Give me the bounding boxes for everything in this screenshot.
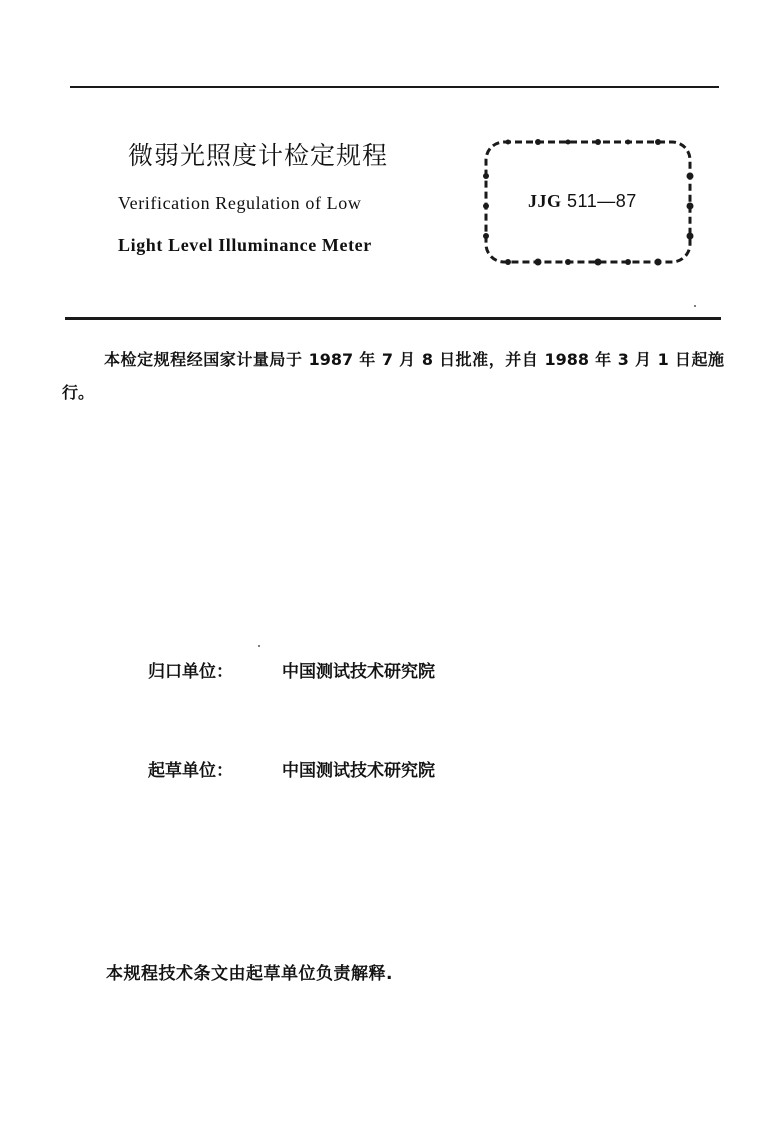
middle-rule [65, 317, 721, 320]
scan-speck [694, 305, 696, 307]
drafting-unit-value: 中国测试技术研究院 [282, 761, 435, 781]
approval-statement: 本检定规程经国家计量局于 1987 年 7 月 8 日批准，并自 1988 年 3 月 1 日起施行。 [62, 350, 724, 402]
responsible-unit-value: 中国测试技术研究院 [282, 662, 435, 682]
standard-code-prefix: JJG [528, 191, 562, 211]
scan-speck [258, 645, 260, 647]
drafting-unit-label: 起草单位： [148, 761, 233, 781]
document-title-english-line-1: Verification Regulation of Low [118, 193, 362, 213]
responsible-unit-row [148, 657, 435, 682]
standard-code [528, 191, 637, 212]
document-title-english-line-2: Light Level Illuminance Meter [118, 235, 372, 255]
standard-code-number: 511—87 [567, 191, 637, 211]
interpretation-note: 本规程技术条文由起草单位负责解释. [106, 964, 393, 984]
document-title-chinese: 微弱光照度计检定规程 [128, 141, 389, 170]
top-rule [70, 86, 719, 88]
responsible-unit-label: 归口单位： [148, 662, 233, 682]
drafting-unit-row [148, 756, 435, 781]
standard-code-stamp [478, 136, 698, 268]
